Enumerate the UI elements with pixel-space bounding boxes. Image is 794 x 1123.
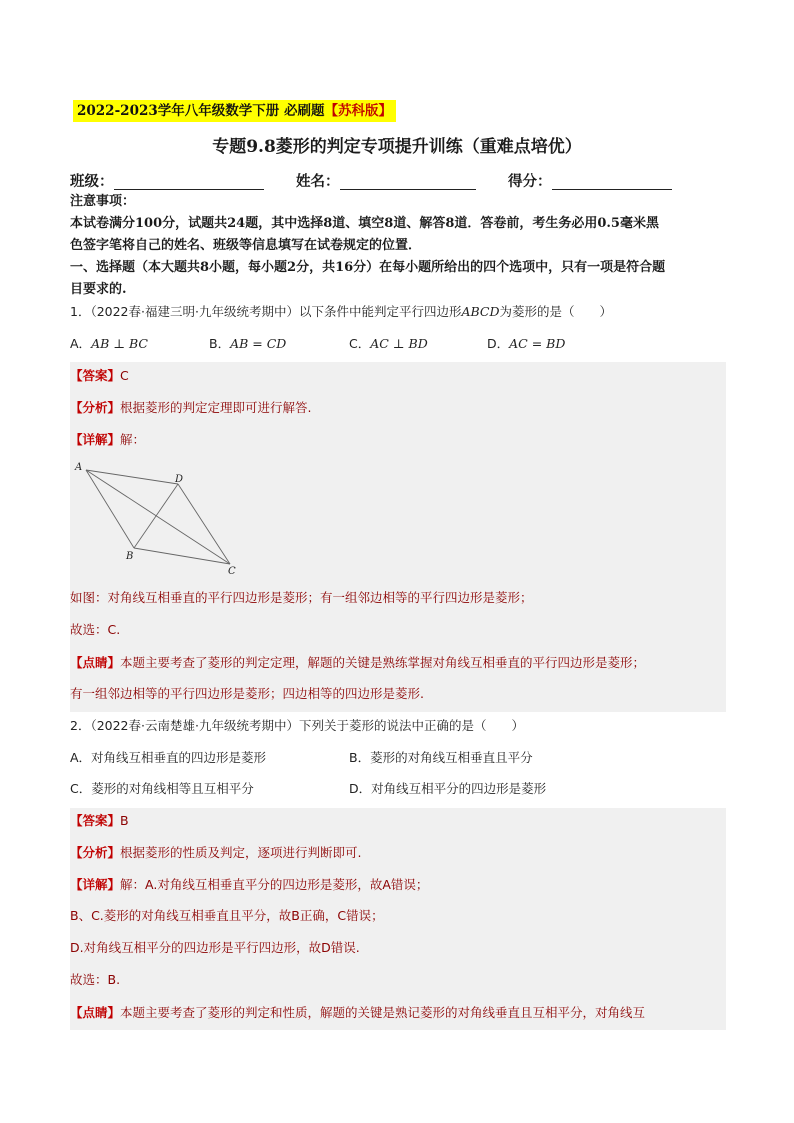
q1-analysis: [70, 397, 730, 419]
class-field: [70, 170, 264, 191]
q2-detail-line-2: B、C.菱形的对角线互相垂直且平分，故B正确，C错误；: [70, 908, 384, 923]
q1-analysis-text: 根据菱形的判定定理即可进行解答.: [120, 400, 312, 415]
q2-detail-tag: 【详解】: [70, 877, 121, 892]
q1-stem: [70, 301, 730, 323]
notice-line-1: 本试卷满分100分，试题共24题，其中选择8道、填空8道、解答8道．答卷前，考生务必用0.5毫米黑: [70, 216, 659, 231]
q1-choose: 故选：C.: [70, 622, 121, 637]
q1-option-a-text: AB ⊥ BC: [91, 336, 148, 351]
q1-option-d-text: AC = BD: [509, 336, 566, 351]
q1-detail: [70, 429, 730, 451]
name-label: 姓名：: [296, 173, 340, 190]
q1-stem-math: ABCD: [461, 304, 500, 319]
section-line-1: 一、选择题（本大题共8小题，每小题2分，共16分）在每小题所给出的四个选项中，只有一项是符合题: [70, 260, 666, 275]
section-line-2: 目要求的.: [70, 282, 127, 297]
q2-comment-text-1: 本题主要考查了菱形的判定和性质，解题的关键是熟记菱形的对角线垂直且互相平分，对角线互: [120, 1005, 646, 1020]
name-field: [296, 170, 476, 191]
q2-detail-line-3: D.对角线互相平分的四边形是平行四边形，故D错误.: [70, 940, 360, 955]
q1-option-a[interactable]: [70, 333, 148, 355]
q1-option-d-letter: D．: [487, 336, 510, 351]
q1-stem-text: 1．（2022春·福建三明·九年级统考期中）以下条件中能判定平行四边形: [70, 304, 462, 319]
q2-answer-tag: 【答案】: [70, 813, 121, 828]
q1-option-a-letter: A．: [70, 336, 92, 351]
q1-detail-text: 解：: [120, 432, 146, 447]
q2-option-c[interactable]: C．菱形的对角线相等且互相平分: [70, 781, 254, 796]
q1-explain: 如图：对角线互相垂直的平行四边形是菱形；有一组邻边相等的平行四边形是菱形；: [70, 590, 533, 605]
diagonal-ac: [86, 470, 230, 564]
q1-comment-text-1: 本题主要考查了菱形的判定定理，解题的关键是熟练掌握对角线互相垂直的平行四边形是菱形；: [120, 655, 646, 670]
q2-analysis-tag: 【分析】: [70, 845, 121, 860]
vertex-label-c: C: [228, 566, 236, 577]
edge-dc: [178, 484, 230, 564]
q1-answer: [70, 365, 730, 387]
score-field: [508, 170, 672, 191]
q1-detail-tag: 【详解】: [70, 432, 121, 447]
q1-option-b-letter: B．: [209, 336, 231, 351]
edge-ad: [86, 470, 178, 484]
q2-analysis: [70, 842, 730, 864]
notice-line-2: 色签字笔将自己的姓名、班级等信息填写在试卷规定的位置．: [70, 238, 422, 253]
q1-answer-value: C: [120, 368, 129, 383]
q1-option-c[interactable]: [349, 333, 428, 355]
score-blank[interactable]: [552, 172, 672, 190]
diagonal-bd: [134, 484, 178, 548]
q2-comment: [70, 1002, 730, 1024]
edge-ba: [86, 470, 134, 548]
header-tag-edition: 【苏科版】: [324, 103, 392, 119]
class-label: 班级：: [70, 173, 114, 190]
q1-option-b-text: AB = CD: [230, 336, 287, 351]
q1-stem-tail: 为菱形的是（ ）: [499, 304, 613, 319]
q2-stem: 2．（2022春·云南楚雄·九年级统考期中）下列关于菱形的说法中正确的是（ ）: [70, 718, 524, 733]
q1-option-d[interactable]: [487, 333, 565, 355]
vertex-label-d: D: [175, 474, 184, 485]
notice-heading: 注意事项：: [70, 194, 136, 209]
page-title: 专题9.8菱形的判定专项提升训练（重难点培优）: [212, 137, 582, 157]
q2-option-d[interactable]: D．对角线互相平分的四边形是菱形: [349, 781, 547, 796]
vertex-label-a: A: [75, 462, 83, 473]
vertex-label-b: B: [126, 551, 134, 562]
q1-answer-tag: 【答案】: [70, 368, 121, 383]
name-blank[interactable]: [340, 172, 476, 190]
rhombus-figure: [70, 458, 240, 578]
score-label: 得分：: [508, 173, 552, 190]
q1-comment-tag: 【点睛】: [70, 655, 121, 670]
q2-option-b[interactable]: B．菱形的对角线互相垂直且平分: [349, 750, 533, 765]
q1-analysis-tag: 【分析】: [70, 400, 121, 415]
q2-detail: [70, 874, 730, 896]
rhombus-diagram: [70, 458, 240, 578]
q1-option-c-letter: C．: [349, 336, 371, 351]
q2-choose: 故选：B.: [70, 972, 121, 987]
q2-option-a[interactable]: A．对角线互相垂直的四边形是菱形: [70, 750, 267, 765]
q2-answer-value: B: [120, 813, 129, 828]
header-tag: [73, 100, 396, 122]
class-blank[interactable]: [114, 172, 264, 190]
edge-cb: [134, 548, 230, 564]
q2-analysis-text: 根据菱形的性质及判定，逐项进行判断即可.: [120, 845, 362, 860]
q1-option-c-text: AC ⊥ BD: [370, 336, 428, 351]
q2-detail-text-1: 解：A.对角线互相垂直平分的四边形是菱形，故A错误；: [120, 877, 429, 892]
q1-comment-line-2: 有一组邻边相等的平行四边形是菱形；四边相等的四边形是菱形.: [70, 686, 424, 701]
q2-comment-tag: 【点睛】: [70, 1005, 121, 1020]
header-tag-main: 2022-2023学年八年级数学下册 必刷题: [77, 103, 325, 119]
q1-comment: [70, 652, 730, 674]
q1-option-b[interactable]: [209, 333, 286, 355]
q2-answer: [70, 810, 730, 832]
